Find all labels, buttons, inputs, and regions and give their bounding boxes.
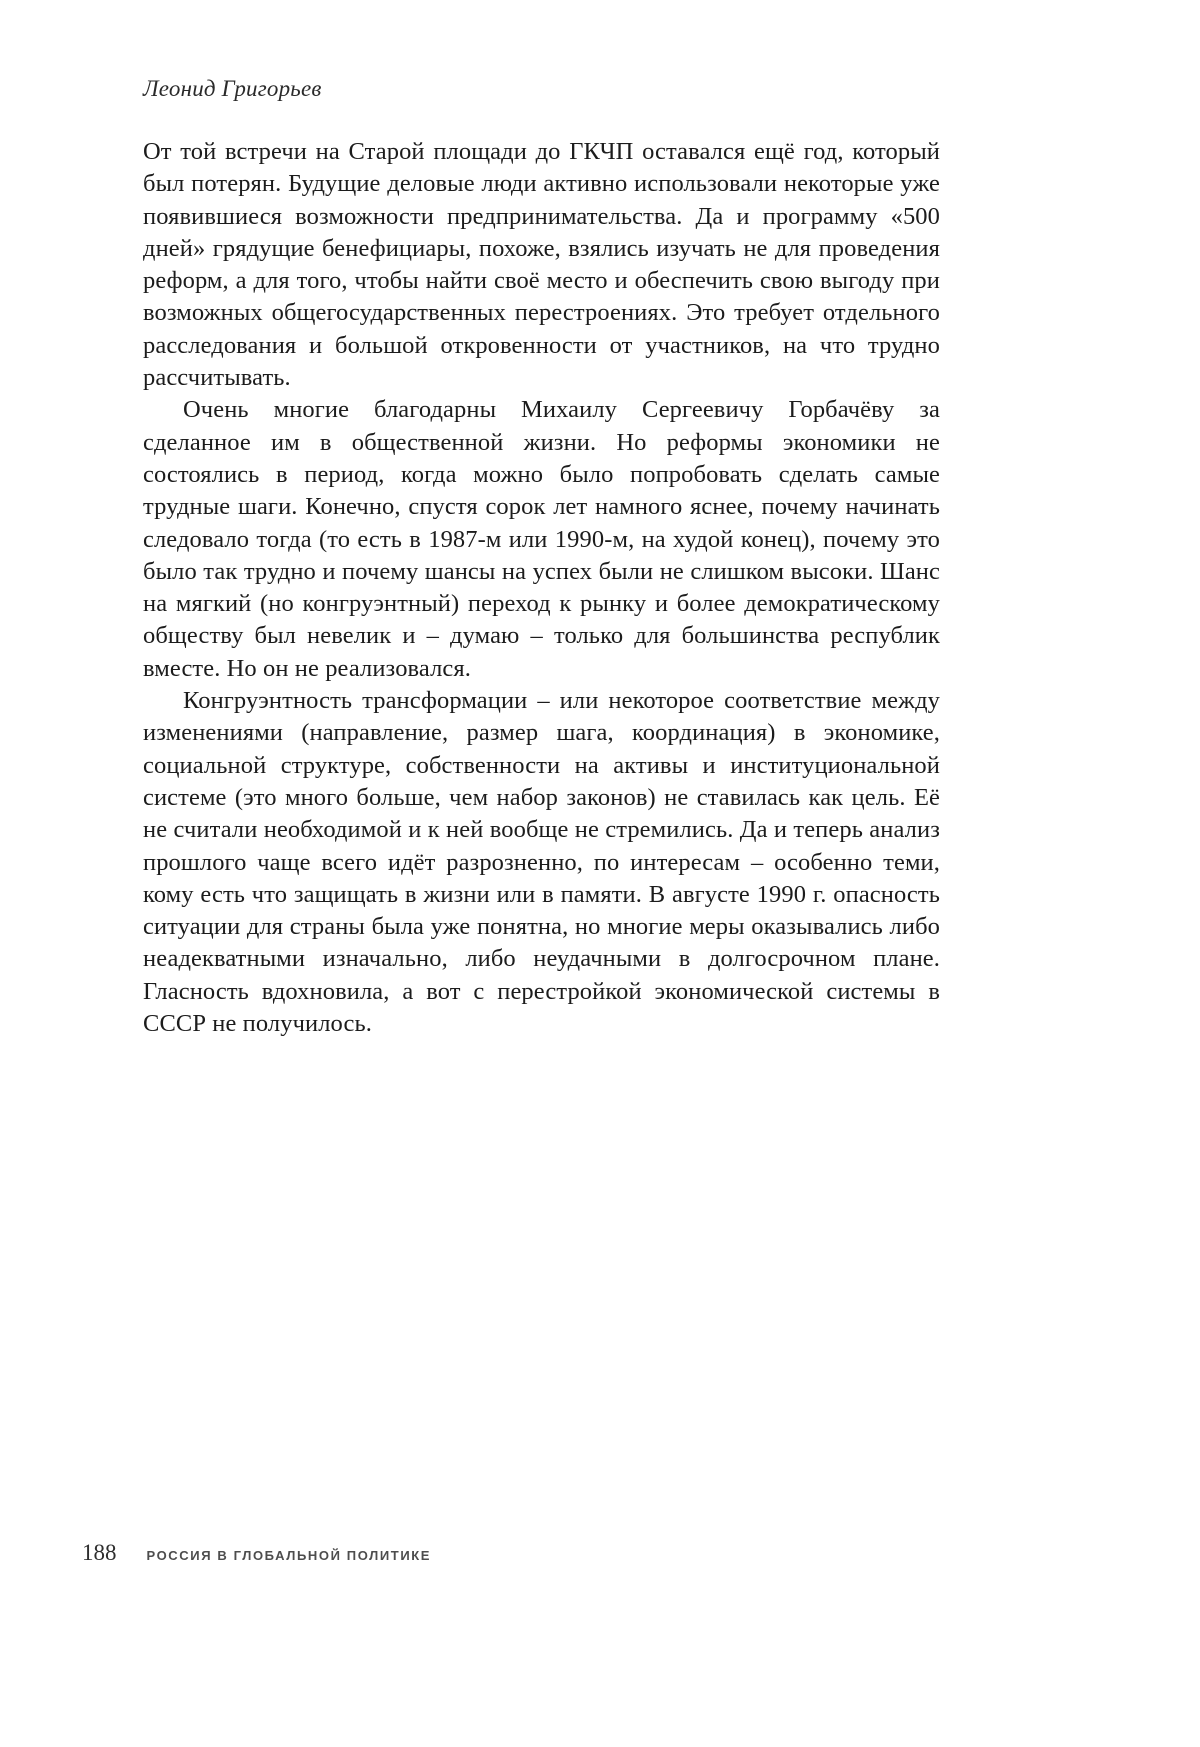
paragraph-2: Очень многие благодарны Михаилу Сергеевичу Горбачёву за сделанное им в общественной жизни. Но реформы экономики не состоялись в период, когда можно было попробовать сделать самые трудные шаги. Конечно, спустя сорок лет намного яснее, почему начинать следовало тогда (то есть в 1987-м или 1990-м, на худой конец), почему это было так трудно и почему шансы на успех были не слишком высоки. Шанс на мягкий (но конгруэнтный) переход к рынку и более демократическому обществу был невелик и – думаю – только для большинства республик вместе. Но он не реализовался. (143, 396, 940, 682)
journal-title: РОССИЯ В ГЛОБАЛЬНОЙ ПОЛИТИКЕ (146, 1548, 432, 1563)
paragraph-1: От той встречи на Старой площади до ГКЧП оставался ещё год, который был потерян. Будущие деловые люди активно использовали некоторые уже появившиеся возможности предпринимательства. Да и программу «500 дней» грядущие бенефициары, похоже, взялись изучать не для проведения реформ, а для того, чтобы найти своё место и обеспечить свою выгоду при возможных общегосударственных перестроениях. Это требует отдельного расследования и большой откровенности от участников, на что трудно рассчитывать. (143, 138, 940, 392)
paragraph-3: Конгруэнтность трансформации – или некоторое соответствие между изменениями (направление, размер шага, координация) в экономике, социальной структуре, собственности на активы и институциональной системе (это много больше, чем набор законов) не ставилась как цель. Её не считали необходимой и к ней вообще не стремились. Да и теперь анализ прошлого чаще всего идёт разрозненно, по интересам – особенно теми, кому есть что защищать в жизни или в памяти. В августе 1990 г. опасность ситуации для страны была уже понятна, но многие меры оказывались либо неадекватными изначально, либо неудачными в долгосрочном плане. Гласность вдохновила, а вот с перестройкой экономической системы в СССР не получилось. (143, 687, 940, 1038)
page-number: 188 (82, 1540, 117, 1565)
page-footer (82, 1540, 431, 1566)
body-text (143, 136, 940, 1040)
author-running-head: Леонид Григорьев (143, 76, 322, 101)
